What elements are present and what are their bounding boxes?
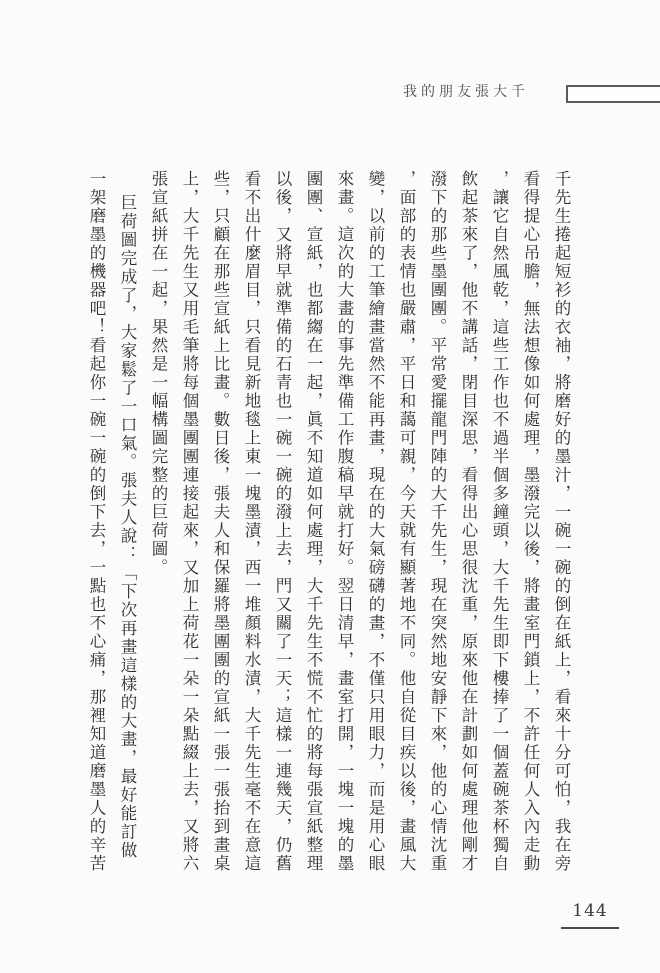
folio [561,901,619,929]
running-header: 我的朋友張大千 [403,84,529,100]
page-number: 144 [572,901,608,921]
paragraph-1: 千先生捲起短衫的衣袖，將磨好的墨汁，一碗一碗的倒在紙上，看來十分可怕，我在旁看得提心吊膽，無法想像如何處理，墨潑完以後，將畫室門鎖上，不許任何人入內走動，讓它自然風乾，這些工作也不過半個多鐘頭，大千先生即下樓捧了一個蓋碗茶杯獨自飲起茶來了，他不講話，閉目深思，看得出心思很沈重，原來他在計劃如何處理他剛才潑下的那些墨團團。平常愛擺龍門陣的大千先生，現在突然地安靜下來，他的心情沈重，面部的表情也嚴肅，平日和藹可親，今天就有顯著地不同。他自從目疾以後，畫風大變，以前的工筆繪畫當然不能再畫，現在的大氣磅礴的畫，不僅只用眼力，而是用心眼來畫。這次的大畫的事先準備工作腹稿早就打好。翌日清早，畫室打開，一塊一塊的墨團團、宣紙，也都縐在一起，眞不知道如何處理，大千先生不慌不忙的將每張宣紙整理以後，又將早就準備的石青也一碗一碗的潑上去，門又關了一天；這樣一連幾天，仍舊看不出什麼眉目，只看見新地毯上東一塊墨漬，西一堆顏料水漬，大千先生毫不在意這些，只顧在那些宣紙上比畫。數日後，張夫人和保羅將墨團團的宣紙一張一張抬到畫桌上，大千先生又用毛筆將每個墨團團連接起來，又加上荷花一朵一朵點綴上去，又將六張宣紙拼在一起，果然是一幅構圖完整的巨荷圖。 [149,170,571,873]
page-number-rule [561,927,619,929]
body-text [81,170,577,876]
header-rule-box [566,85,660,103]
paragraph-2: 巨荷圖完成了，大家鬆了一口氣。張夫人說：「下次再畫這樣的大畫，最好能訂做一架磨墨的機器吧！看起你一碗一碗的倒下去，一點也不心痛，那裡知道磨墨人的辛苦 [87,170,137,873]
